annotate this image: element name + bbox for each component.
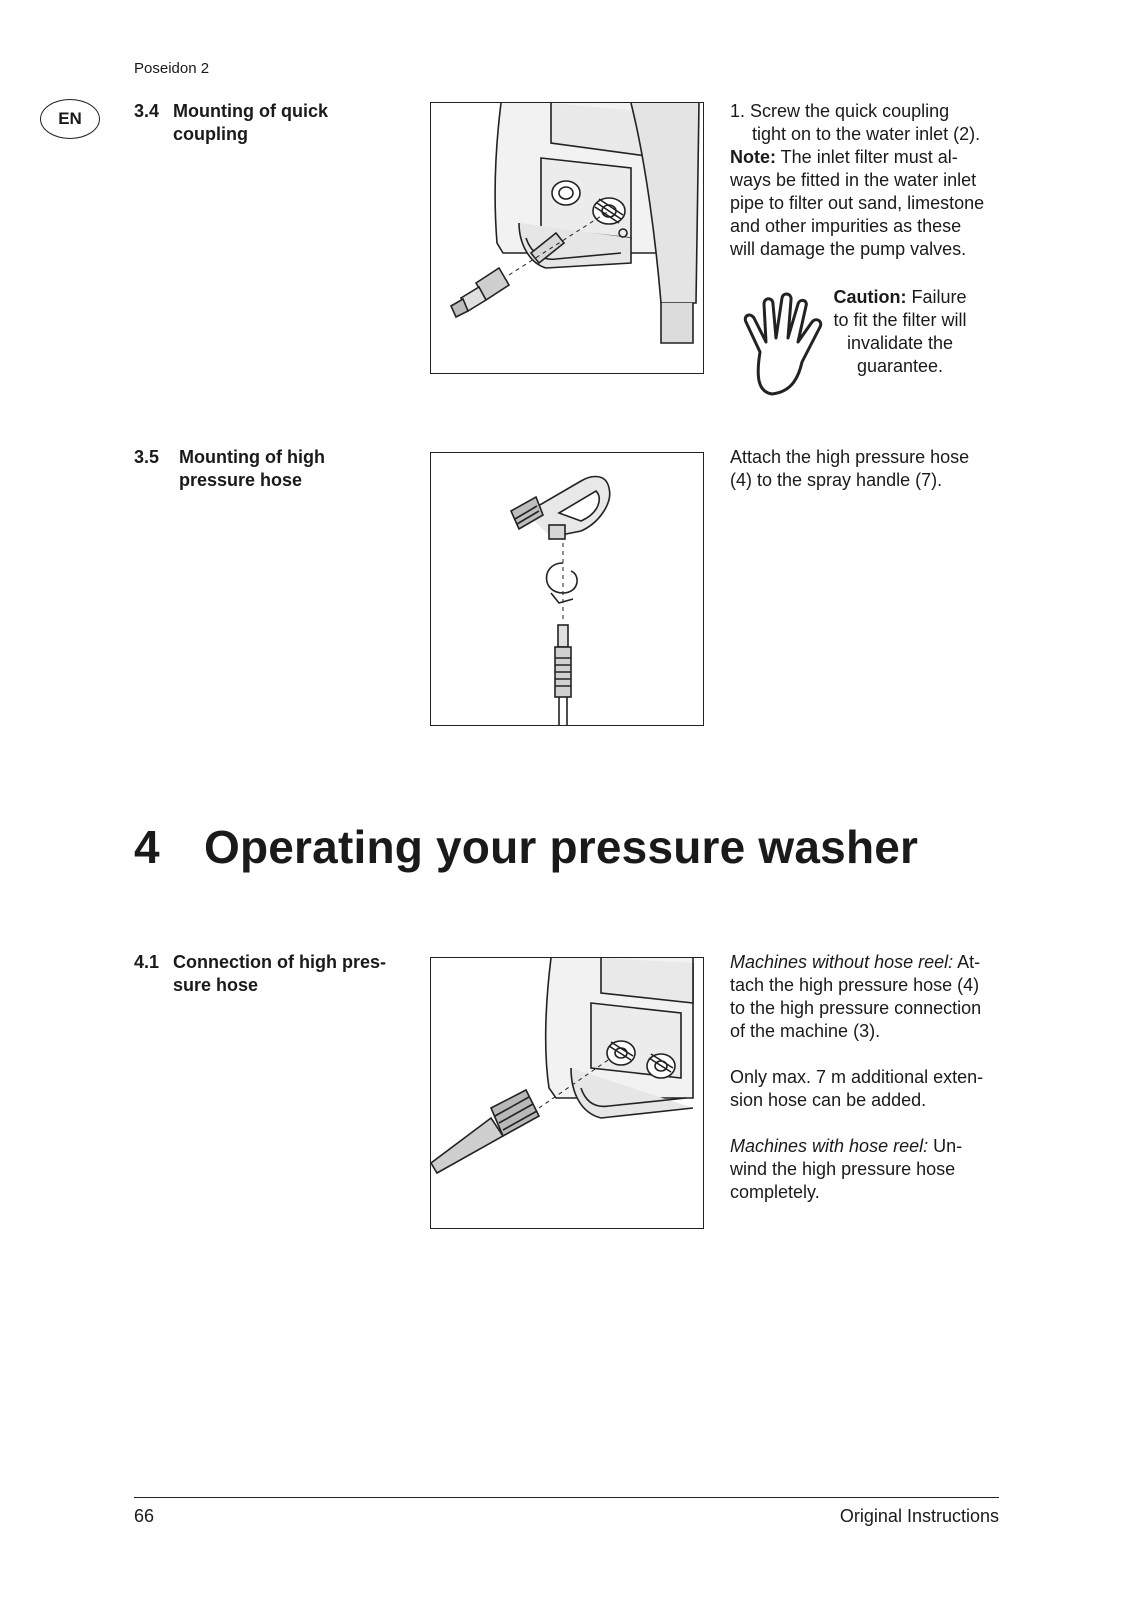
- instruction-line: of the machine (3).: [730, 1021, 881, 1041]
- section-title-line: coupling: [173, 124, 248, 144]
- caution-label: Caution:: [833, 287, 907, 307]
- italic-label: Machines without hose reel:: [730, 952, 954, 972]
- section-3-4-instructions: [730, 100, 1010, 261]
- note-line: Note: The inlet filter must al-: [730, 147, 958, 167]
- section-title-line: Mounting of high: [179, 447, 325, 467]
- instruction-line: sion hose can be added.: [730, 1090, 927, 1110]
- instruction-line: Machines with hose reel: Un-: [730, 1136, 963, 1156]
- section-3-5-instructions: [730, 446, 1010, 492]
- instruction-line: (4) to the spray handle (7).: [730, 470, 943, 490]
- step-1-line: tight on to the water inlet (2).: [752, 124, 981, 144]
- language-badge: EN: [40, 99, 100, 139]
- section-title-line: pressure hose: [179, 470, 303, 490]
- footer-divider: [134, 1497, 999, 1498]
- section-4-1-instructions: [730, 951, 1010, 1204]
- caution-line: invalidate the: [846, 333, 954, 353]
- header-model-name: Poseidon 2: [134, 60, 210, 77]
- stop-hand-icon: [738, 292, 833, 402]
- note-label: Note:: [730, 147, 776, 167]
- instruction-line: wind the high pressure hose: [730, 1159, 956, 1179]
- section-title-line: Mounting of quick: [173, 101, 328, 121]
- section-4-1-heading: [134, 951, 414, 997]
- note-line: pipe to filter out sand, limestone: [730, 193, 985, 213]
- chapter-heading: [134, 820, 918, 874]
- section-number: 3.4: [134, 101, 160, 121]
- chapter-number: 4: [134, 821, 160, 873]
- caution-note: Caution: Failure to fit the filter will invalidate the guarantee.: [820, 286, 980, 378]
- instruction-line: tach the high pressure hose (4): [730, 975, 980, 995]
- italic-label: Machines with hose reel:: [730, 1136, 929, 1156]
- hose-connection-illustration: [430, 957, 704, 1229]
- machine-outlet-drawing: [431, 958, 703, 1228]
- instruction-line: completely.: [730, 1182, 820, 1202]
- chapter-title: Operating your pressure washer: [204, 821, 919, 873]
- section-3-5-heading: [134, 446, 404, 492]
- section-3-4-heading: [134, 100, 404, 146]
- machine-inlet-drawing: [431, 103, 703, 373]
- page-number: 66: [134, 1506, 155, 1526]
- note-line: will damage the pump valves.: [730, 239, 967, 259]
- note-line: and other impurities as these: [730, 216, 962, 236]
- note-line: ways be fitted in the water inlet: [730, 170, 977, 190]
- instruction-line: Only max. 7 m additional exten-: [730, 1067, 984, 1087]
- caution-line: guarantee.: [856, 356, 944, 376]
- section-title-line: Connection of high pres-: [173, 952, 386, 972]
- quick-coupling-illustration: [430, 102, 704, 374]
- instruction-line: Machines without hose reel: At-: [730, 952, 981, 972]
- section-number: 4.1: [134, 952, 160, 972]
- step-1-line: 1. Screw the quick coupling: [730, 101, 950, 121]
- instruction-line: Attach the high pressure hose: [730, 447, 970, 467]
- instruction-line: to the high pressure connection: [730, 998, 982, 1018]
- spray-handle-illustration: [430, 452, 704, 726]
- spray-handle-hose-drawing: [431, 453, 703, 725]
- footer-label: Original Instructions: [839, 1506, 999, 1526]
- caution-line: to fit the filter will: [833, 310, 967, 330]
- section-title-line: sure hose: [173, 975, 259, 995]
- section-number: 3.5: [134, 447, 160, 467]
